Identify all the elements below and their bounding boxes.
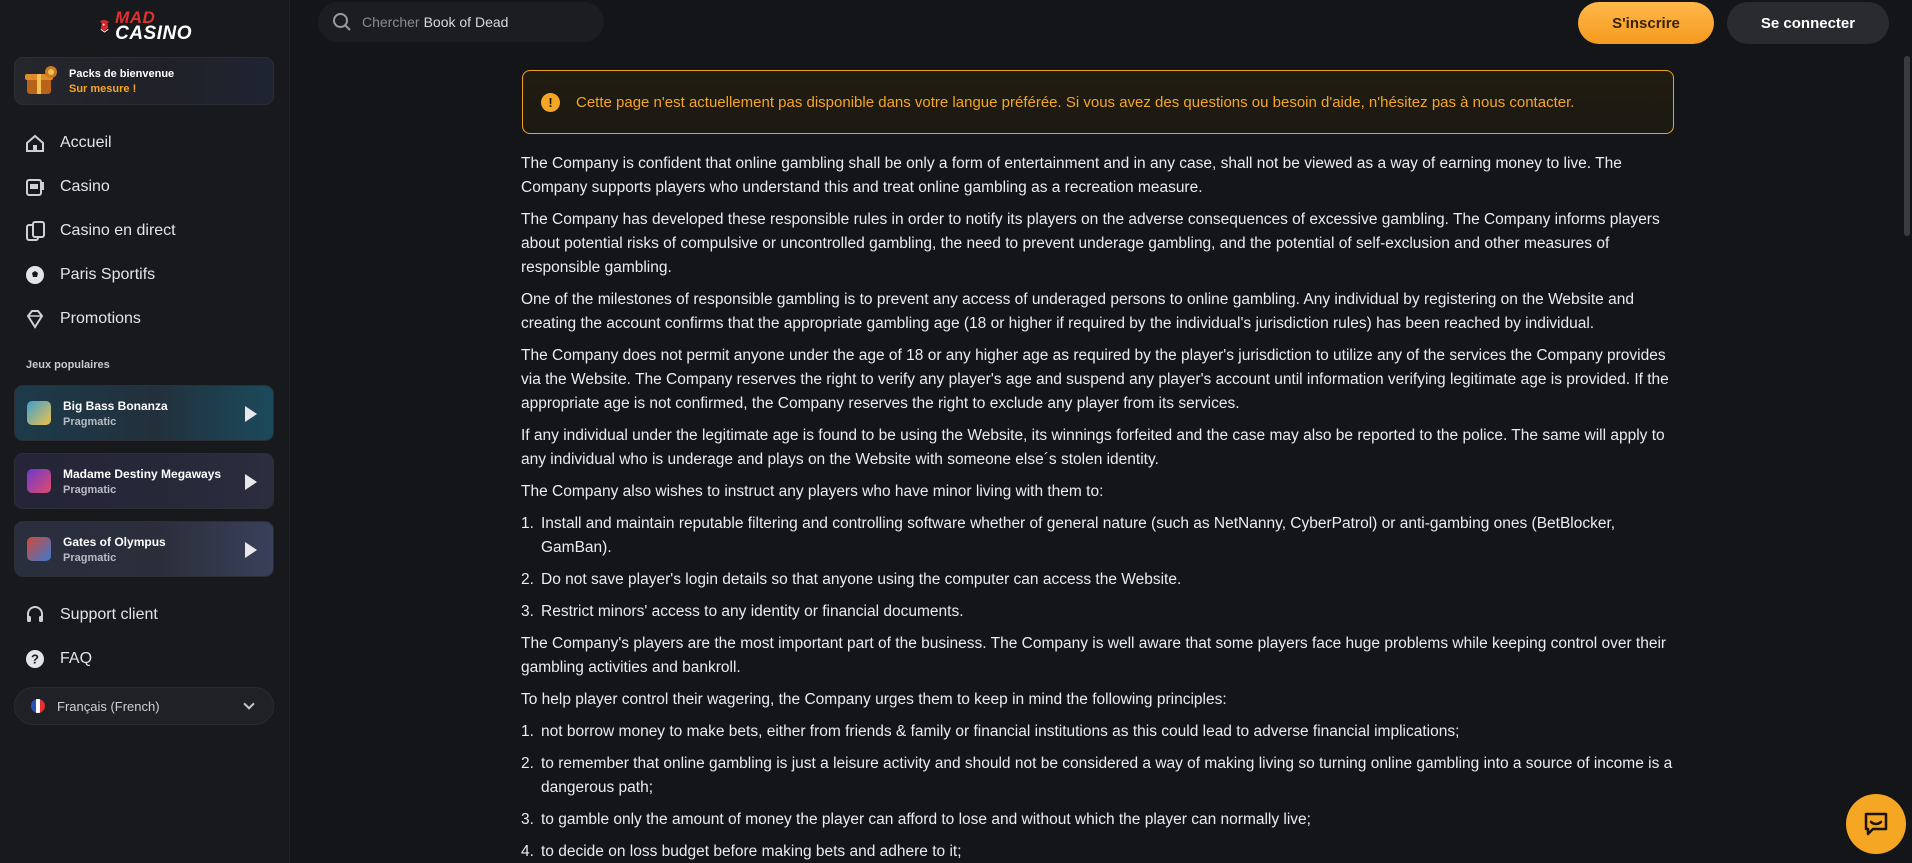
gift-icon: [23, 64, 59, 98]
game-provider: Pragmatic: [63, 483, 117, 496]
live-chat-button[interactable]: [1846, 794, 1906, 854]
register-button[interactable]: S'inscrire: [1578, 2, 1714, 44]
list-item: 3. to gamble only the amount of money the player can afford to lose and without which the player can normally live;: [521, 811, 1311, 828]
wagering-principles-list: [521, 720, 1676, 863]
chat-bubble-icon: [1861, 809, 1891, 839]
paragraph: One of the milestones of responsible gambling is to prevent any access of underaged persons to online gambling. Any individual by registering on the Website and creating the account confirms that the appropriate gambling age (18 or higher if required by the individual's jurisdiction rules) has been reached by individual.: [521, 291, 1634, 332]
nav-label: Promotions: [60, 310, 141, 327]
search-input[interactable]: [318, 2, 604, 42]
home-icon: [24, 132, 46, 154]
logo[interactable]: [98, 6, 192, 46]
mascot-logo-icon: [98, 11, 111, 41]
nav-label: Casino en direct: [60, 222, 176, 239]
nav-item-accueil[interactable]: [24, 128, 112, 158]
search-query: Book of Dead: [423, 14, 509, 30]
paragraph: The Company has developed these responsible rules in order to notify its players on the adverse consequences of excessive gambling. The Company informs players about potential risks of compulsive or uncontrolled gambling, the need to prevent underage gambling, and the potential of self-exclusion and other measures of responsible gambling.: [521, 211, 1660, 276]
login-button[interactable]: Se connecter: [1727, 2, 1889, 44]
nav-item-promotions[interactable]: [24, 304, 141, 334]
paragraph: The Company does not permit anyone under the age of 18 or any higher age as required by the player's jurisdiction to utilize any of the services the Company provides via the Website. The Company reserves the right to verify any player's age and suspend any player's account until information verifying legitimate age is provided. If the appropriate age is not confirmed, the Company reserves the right to exclude any player from its services.: [521, 347, 1669, 412]
paragraph: The Company also wishes to instruct any players who have minor living with them to:: [521, 483, 1104, 500]
list-item: 1. Install and maintain reputable filtering and controlling software whether of general nature (such as NetNanny, CyberPatrol) or anti-gambing ones (BetBlocker, GamBan).: [521, 515, 1616, 556]
minors-instructions-list: [521, 512, 1676, 624]
paragraph: The Company is confident that online gambling shall be only a form of entertainment and in any case, shall not be viewed as a way of earning money to live. The Company supports players who understand this and treat online gambling as a recreation measure.: [521, 155, 1622, 196]
game-thumbnail: [27, 401, 51, 425]
language-label: Français (French): [57, 698, 160, 714]
list-item: 3. Restrict minors' access to any identity or financial documents.: [521, 603, 964, 620]
paragraph: If any individual under the legitimate age is found to be using the Website, its winnings forfeited and the case may also be reported to the police. The same will apply to any individual who is underage and plays on the Website with someone else´s stolen identity.: [521, 427, 1665, 468]
nav-label: Casino: [60, 178, 110, 195]
game-name: Gates of Olympus: [63, 534, 166, 549]
diamond-icon: [24, 308, 46, 330]
search-placeholder: Chercher: [362, 14, 420, 30]
nav-item-casino-en-direct[interactable]: [24, 216, 176, 246]
scrollbar[interactable]: [1904, 56, 1910, 236]
chevron-down-icon: [243, 698, 254, 709]
responsible-gambling-content: [521, 152, 1676, 863]
nav-label: Accueil: [60, 134, 112, 151]
brand-line1: MAD: [115, 8, 156, 27]
play-icon[interactable]: [245, 406, 257, 422]
list-item: 2. to remember that online gambling is just a leisure activity and should not be considered a way of making living so turning online gambling into a source of income is a dangerous path;: [521, 755, 1673, 796]
language-selector[interactable]: [14, 687, 274, 725]
brand-line2: CASINO: [115, 23, 192, 44]
nav-label: Paris Sportifs: [60, 266, 156, 283]
list-item-text: to remember that online gambling is just a leisure activity and should not be considered a way of making living so turning online gambling into a source of income is a dangerous path;: [541, 755, 1673, 796]
game-card-madame-destiny-megaways[interactable]: [14, 453, 274, 509]
svg-text:?: ?: [31, 651, 39, 667]
game-thumbnail: [27, 537, 51, 561]
nav-item-support-client[interactable]: [24, 600, 158, 630]
game-thumbnail: [27, 469, 51, 493]
search-icon: [332, 12, 352, 32]
play-icon[interactable]: [245, 542, 257, 558]
welcome-title: Packs de bienvenue: [69, 67, 175, 80]
brand-wordmark: [115, 10, 192, 42]
warning-icon: !: [541, 93, 560, 112]
play-icon[interactable]: [245, 474, 257, 490]
game-provider: Pragmatic: [63, 415, 117, 428]
question-icon: [24, 648, 46, 670]
list-item-text: not borrow money to make bets, either from friends & family or financial institutions as this could lead to adverse financial implications;: [541, 723, 1460, 740]
slot-machine-icon: [24, 176, 46, 198]
game-provider: Pragmatic: [63, 551, 117, 564]
list-item-text: Do not save player's login details so that anyone using the computer can access the Website.: [541, 571, 1182, 588]
welcome-subtitle: Sur mesure !: [69, 82, 137, 95]
list-item-text: to gamble only the amount of money the player can afford to lose and without which the player can normally live;: [541, 811, 1311, 828]
paragraph: The Company's players are the most important part of the business. The Company is well aware that some players face huge problems while keeping control over their gambling activities and bankroll.: [521, 635, 1667, 676]
paragraph: To help player control their wagering, the Company urges them to keep in mind the following principles:: [521, 691, 1227, 708]
welcome-pack-banner[interactable]: [14, 57, 274, 105]
list-item-text: Install and maintain reputable filtering and controlling software whether of general nature (such as NetNanny, CyberPatrol) or anti-gambing ones (BetBlocker, GamBan).: [541, 515, 1616, 556]
cards-icon: [24, 220, 46, 242]
list-item: 4. to decide on loss budget before making bets and adhere to it;: [521, 843, 962, 860]
nav-label: FAQ: [60, 650, 93, 667]
game-name: Big Bass Bonanza: [63, 398, 168, 413]
nav-item-faq[interactable]: [24, 644, 92, 674]
popular-games-label: Jeux populaires: [26, 359, 110, 371]
nav-item-casino[interactable]: [24, 172, 110, 202]
language-notice-banner: [522, 70, 1674, 134]
list-item-text: to decide on loss budget before making bets and adhere to it;: [541, 843, 962, 860]
list-item: 1. not borrow money to make bets, either from friends & family or financial institutions as this could lead to adverse financial implications;: [521, 723, 1460, 740]
list-item-text: Restrict minors' access to any identity or financial documents.: [541, 603, 964, 620]
game-name: Madame Destiny Megaways: [63, 466, 222, 481]
game-card-big-bass-bonanza[interactable]: [14, 385, 274, 441]
list-item: 2. Do not save player's login details so that anyone using the computer can access the Website.: [521, 571, 1182, 588]
sidebar: [0, 0, 290, 863]
nav-label: Support client: [60, 606, 158, 623]
game-card-gates-of-olympus[interactable]: [14, 521, 274, 577]
french-flag-icon: [31, 699, 45, 713]
nav-item-paris-sportifs[interactable]: [24, 260, 155, 290]
notice-text: Cette page n'est actuellement pas disponible dans votre langue préférée. Si vous avez des questions ou besoin d'aide, n'hésitez pas à nous contacter.: [576, 93, 1575, 111]
soccer-ball-icon: [24, 264, 46, 286]
headset-icon: [24, 604, 46, 626]
